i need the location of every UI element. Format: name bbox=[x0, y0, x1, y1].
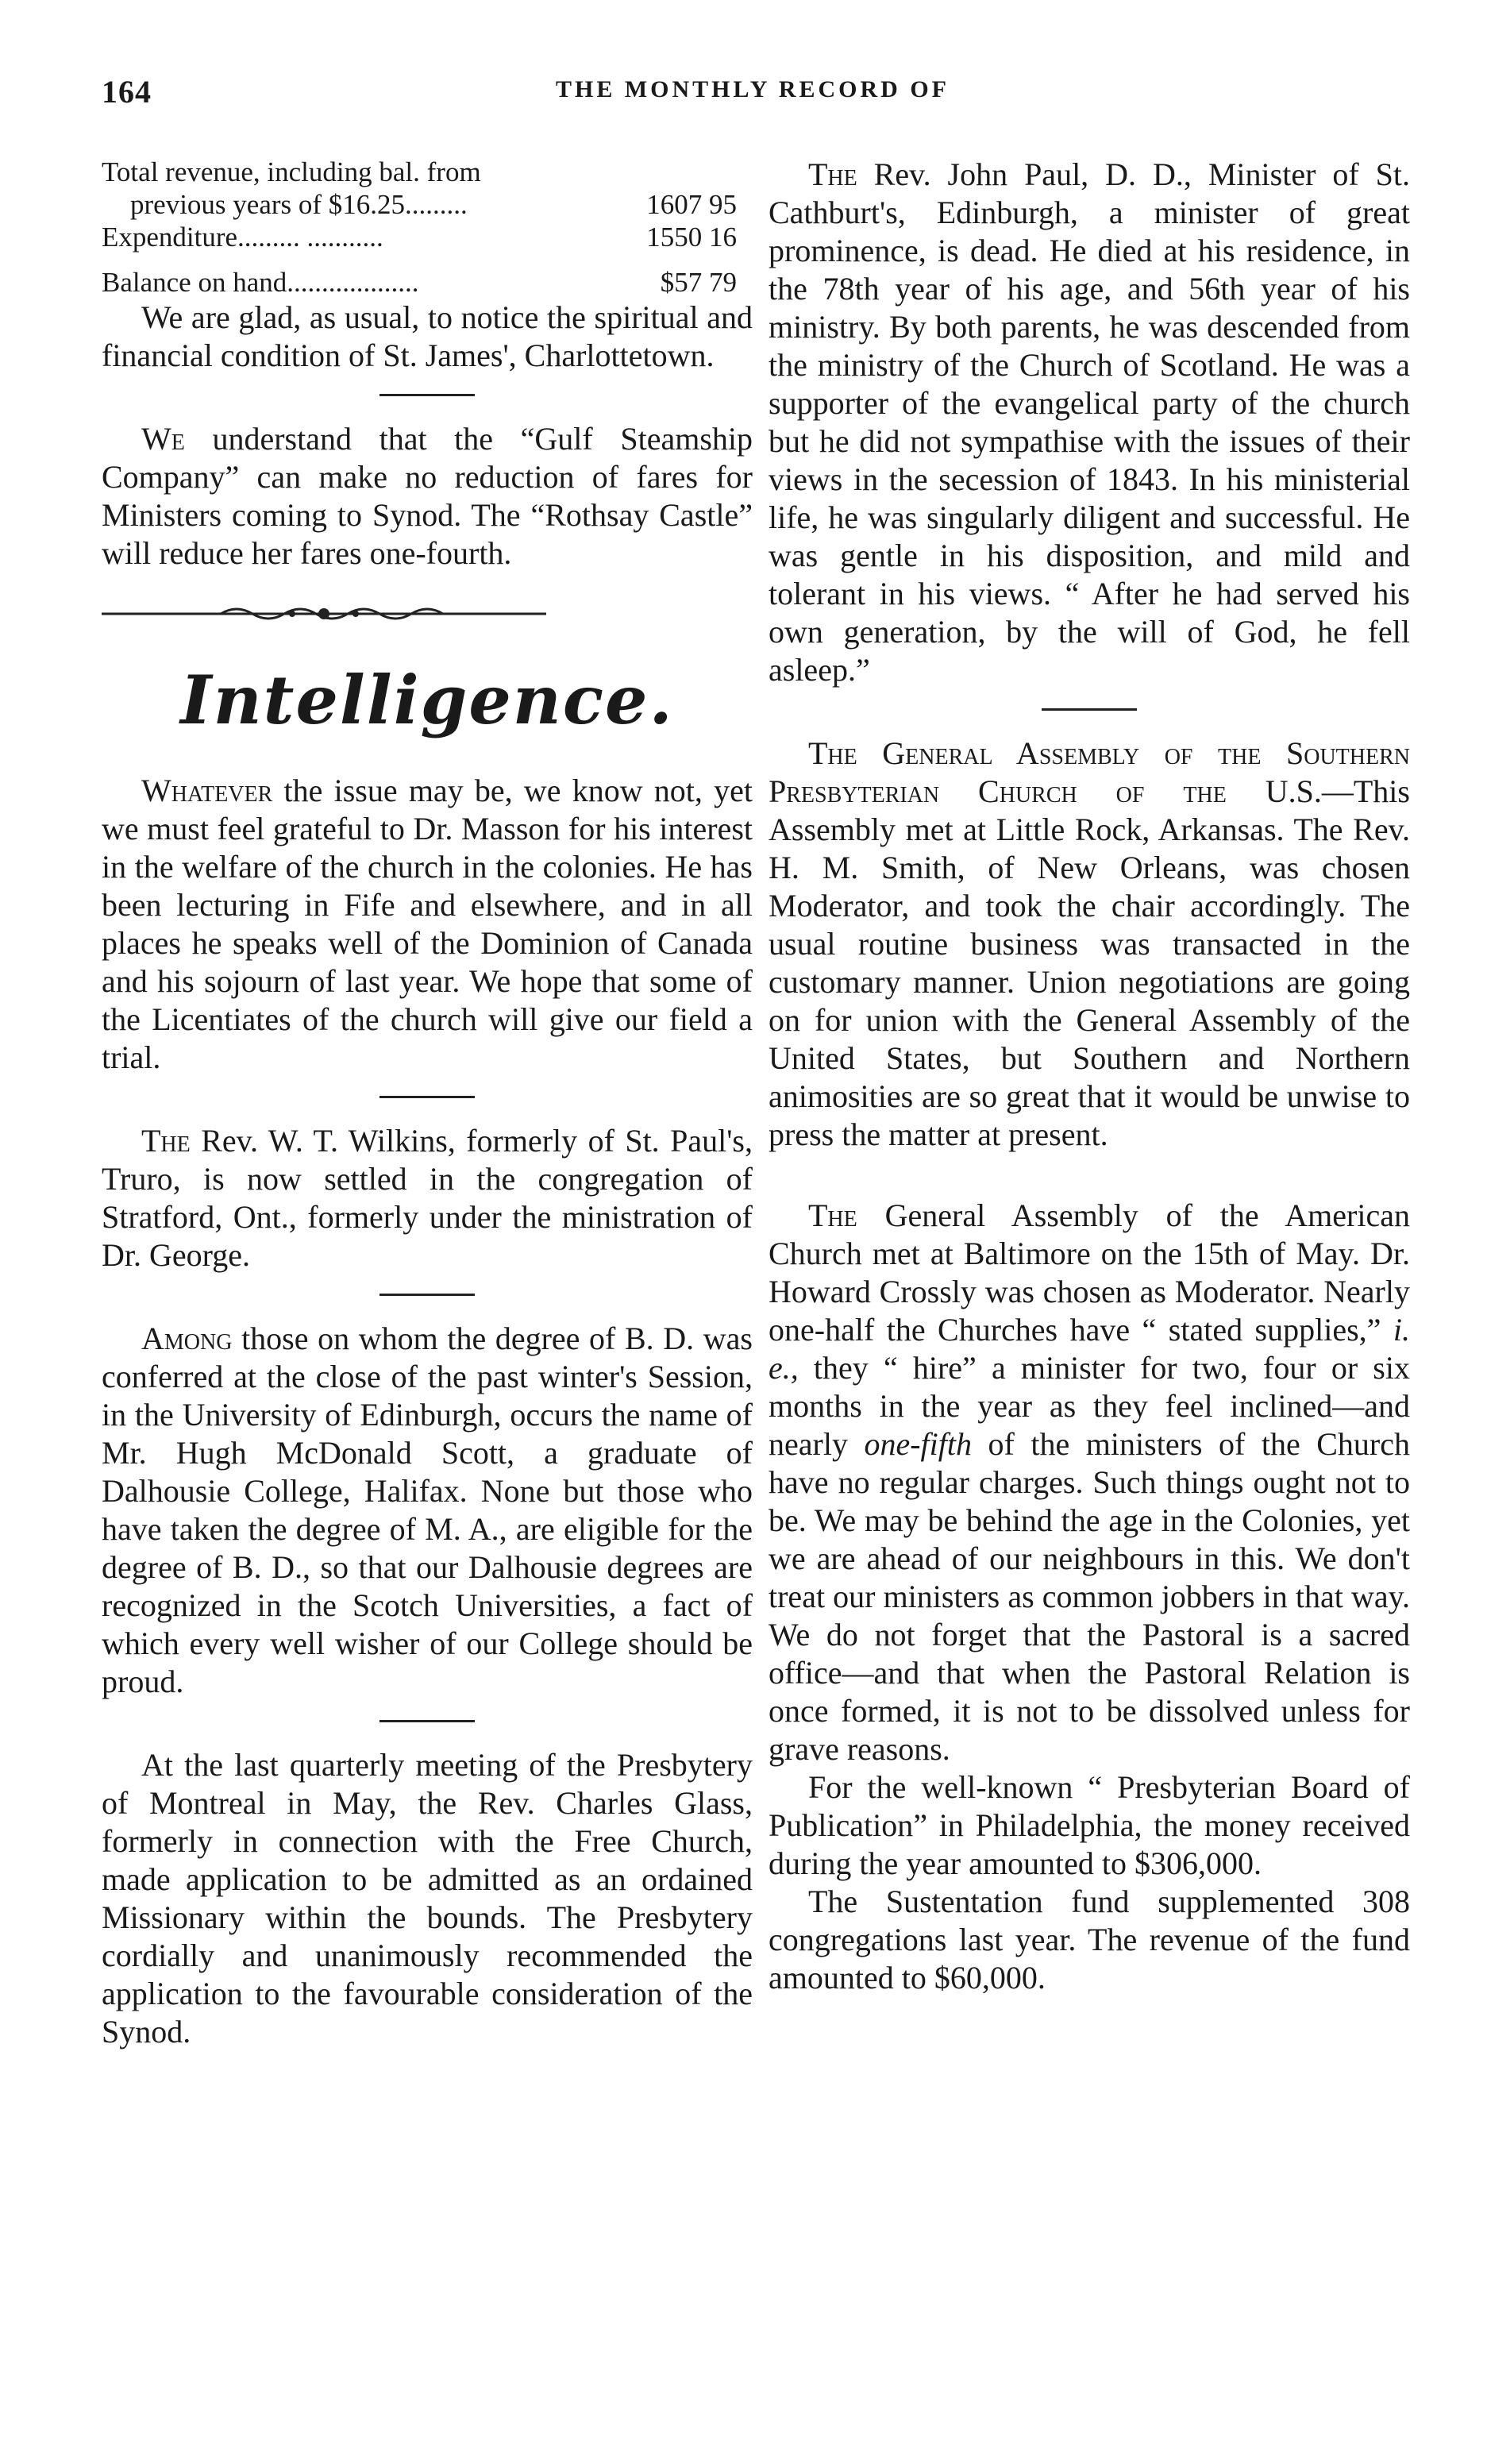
accounts-amount: $57 79 bbox=[660, 267, 737, 298]
left-column bbox=[102, 156, 753, 2051]
paragraph-body: Rev. W. T. Wilkins, formerly of St. Paul's, Truro, is now settled in the congregation of Stratford, Ont., formerly under the ministration of Dr. George. bbox=[102, 1123, 753, 1273]
paragraph-glass: At the last quarterly meeting of the Presbytery of Montreal in May, the Rev. Charles Glass, formerly in connection with the Free Church, made application to be admitted as an ordained Missionary within the bounds. The Presbytery cordially and unanimously recommended the application to the favourable consideration of the Synod. bbox=[102, 1747, 753, 2049]
separator-rule bbox=[379, 1294, 475, 1296]
paragraph-body: they “ hire” a minister for two, four or six months in the year as they feel inclined—and nearly bbox=[769, 1350, 1410, 1462]
paragraph-body: those on whom the degree of B. D. was conferred at the close of the past winter's Session, in the University of Edinburgh, occurs the name of Mr. Hugh McDonald Scott, a graduate of Dalhousie College, Halifax. None but those who have taken the degree of M. A., are eligible for the degree of B. D., so that our Dalhousie degrees are recognized in the Scotch Universities, a fact of which every well wisher of our College should be proud. bbox=[102, 1321, 753, 1699]
accounts-label: Total revenue, including bal. from bbox=[102, 156, 481, 187]
paragraph-southern-assembly bbox=[769, 735, 1410, 1154]
lead-word: The bbox=[141, 1123, 191, 1159]
accounts-label: Expenditure......... ........... bbox=[102, 222, 383, 253]
paragraph-gulf-steamship bbox=[102, 420, 753, 573]
separator-rule bbox=[379, 394, 475, 396]
paragraph-body: understand that the “Gulf Steamship Company” can make no reduction of fares for Ministers coming to Synod. The “Rothsay Castle” will reduce her fares one-fourth. bbox=[102, 421, 753, 571]
paragraph-body: of the ministers of the Church have no regular charges. Such things ought not to be. We may be behind the age in the Colonies, yet we are ahead of our neighbours in this. We don't treat our ministers as common jobbers in that way. We do not forget that the Pastoral is a sacred office—and that when the Pastoral Relation is once formed, it is not to be dissolved unless for grave reasons. bbox=[769, 1426, 1410, 1767]
paragraph-american-assembly bbox=[769, 1197, 1410, 1768]
accounts-row bbox=[102, 188, 737, 221]
paragraph-masson bbox=[102, 772, 753, 1077]
accounts-table bbox=[102, 156, 737, 299]
ornament-divider bbox=[102, 603, 546, 625]
paragraph-st-james: We are glad, as usual, to notice the spiritual and financial condition of St. James', Charlottetown. bbox=[102, 299, 753, 373]
accounts-gap bbox=[102, 253, 737, 266]
accounts-row bbox=[102, 156, 737, 188]
page-number: 164 bbox=[102, 74, 152, 110]
lead-word: Among bbox=[141, 1321, 233, 1356]
paragraph-wilkins bbox=[102, 1122, 753, 1274]
separator-rule bbox=[379, 1720, 475, 1722]
section-heading: Intelligence. bbox=[180, 661, 674, 739]
running-title: THE MONTHLY RECORD OF bbox=[556, 76, 950, 102]
accounts-label: previous years of $16.25......... bbox=[130, 189, 468, 220]
accounts-amount: 1550 16 bbox=[646, 222, 737, 253]
accounts-amount: 1607 95 bbox=[646, 189, 737, 220]
lead-word: The bbox=[808, 156, 857, 192]
paragraph-body: the issue may be, we know not, yet we must feel grateful to Dr. Masson for his interest in the welfare of the church in the colonies. He has been lecturing in Fife and elsewhere, and in all places he speaks well of the Dominion of Canada and his sojourn of last year. We hope that some of the Licentiates of the church will give our field a trial. bbox=[102, 773, 753, 1075]
italic-one-fifth: one-fifth bbox=[864, 1426, 973, 1462]
paragraph-sustentation: The Sustentation fund supplemented 308 congregations last year. The revenue of the fund amounted to $60,000. bbox=[769, 1884, 1410, 1995]
paragraph-body: General Assembly of the American Church met at Baltimore on the 15th of May. Dr. Howard Crossly was chosen as Moderator. Nearly one-half the Churches have “ stated supplies,” bbox=[769, 1197, 1410, 1348]
accounts-label: Balance on hand................... bbox=[102, 267, 419, 298]
paragraph-john-paul bbox=[769, 156, 1410, 689]
paragraph-body: —This Assembly met at Little Rock, Arkansas. The Rev. H. M. Smith, of New Orleans, was chosen Moderator, and took the chair accordingly. The usual routine business was transacted in the customary manner. Union negotiations are going on for union with the General Assembly of the United States, but Southern and Northern animosities are so great that it would be unwise to press the matter at present. bbox=[769, 773, 1410, 1152]
lead-word: We bbox=[141, 421, 185, 457]
separator-rule bbox=[379, 1096, 475, 1098]
lead-phrase: The General Assembly of the Southern Presbyterian Church of the U.S. bbox=[769, 735, 1410, 809]
accounts-row bbox=[102, 266, 737, 299]
paragraph-board-publication: For the well-known “ Presbyterian Board of Publication” in Philadelphia, the money received during the year amounted to $306,000. bbox=[769, 1769, 1410, 1881]
lead-word: Whatever bbox=[141, 773, 273, 808]
paragraph-scott bbox=[102, 1320, 753, 1701]
paragraph-body: Rev. John Paul, D. D., Minister of St. Cathburt's, Edinburgh, a minister of great prominence, is dead. He died at his residence, in the 78th year of his age, and 56th year of his ministry. By both parents, he was descended from the ministry of the Church of Scotland. He was a supporter of the evangelical party of the church but he did not sympathise with the issues of their views in the secession of 1843. In his ministerial life, he was singularly diligent and successful. He was gentle in his disposition, and mild and tolerant in his views. “ After he had served his own generation, by the will of God, he fell asleep.” bbox=[769, 156, 1410, 688]
page-header bbox=[102, 73, 1404, 121]
separator-rule bbox=[1042, 708, 1137, 711]
right-column bbox=[769, 156, 1410, 1997]
accounts-amount bbox=[618, 156, 737, 188]
section-gap bbox=[769, 1154, 1410, 1197]
italic-ie: i. e., bbox=[769, 1312, 1410, 1386]
lead-word: The bbox=[808, 1197, 857, 1233]
accounts-row bbox=[102, 221, 737, 253]
